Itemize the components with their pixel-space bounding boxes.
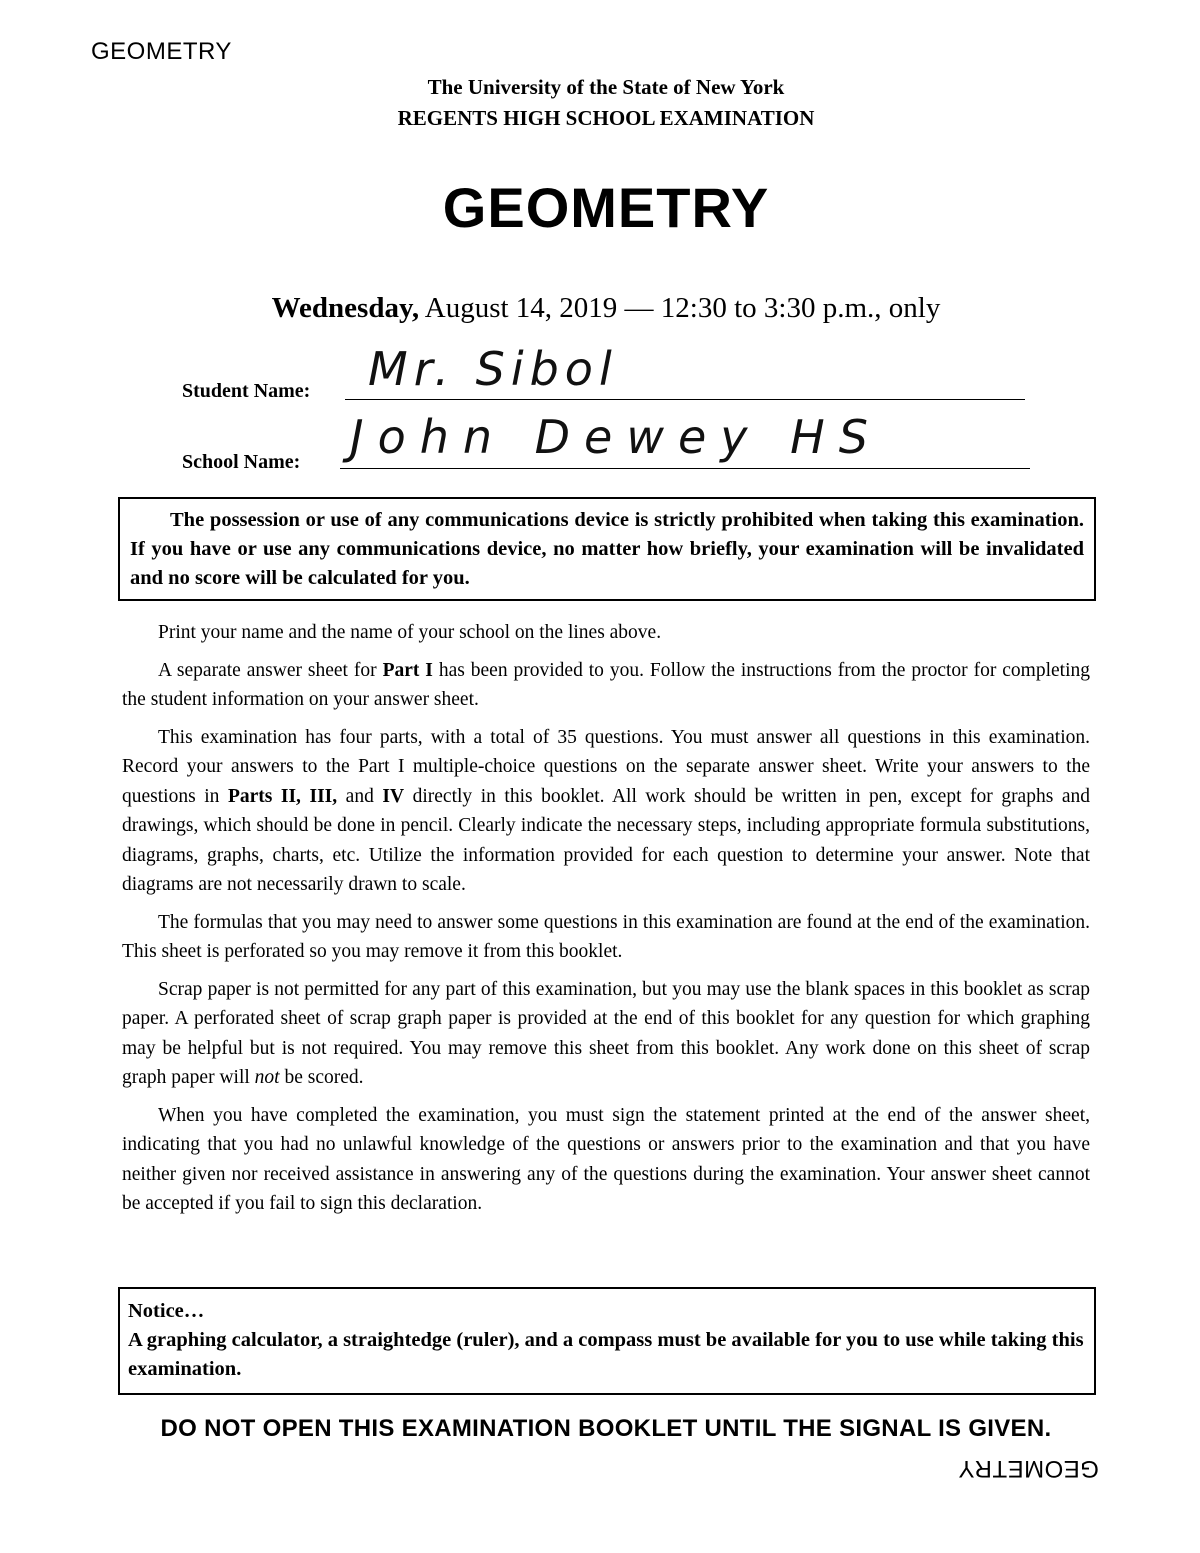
- notice-box: [118, 1287, 1096, 1395]
- exam-date-time: August 14, 2019 — 12:30 to 3:30 p.m., only: [419, 292, 941, 324]
- header-line-1: The University of the State of New York: [427, 75, 785, 99]
- exam-header: [0, 72, 1200, 134]
- instruction-paragraph: [122, 723, 1090, 900]
- instruction-text: and: [337, 785, 383, 807]
- device-warning-box: [118, 497, 1096, 601]
- instruction-paragraph: When you have completed the examination, you must sign the statement printed at the end of the answer sheet, indicating that you had no unlawful knowledge of the questions or answers prior to the examination and that you have neither given nor received assistance in answering any of the questions during the examination. Your answer sheet cannot be accepted if you fail to sign this declaration.: [122, 1104, 1090, 1214]
- instruction-text: has been provided to you. Follow the instructions from the proctor for completing the student information on your answer sheet.: [122, 659, 1090, 710]
- school-name-value: John Dewey HS: [350, 410, 882, 464]
- instruction-text: Scrap paper is not permitted for any part of this examination, but you may use the blank spaces in this booklet as scrap paper. A perforated sheet of scrap graph paper is provided at the end of this booklet for any question for which graphing may be helpful but is not required. You may remove this sheet from this booklet. Any work done on this sheet of scrap graph paper will: [122, 978, 1090, 1088]
- exam-day: Wednesday,: [271, 292, 420, 324]
- school-name-line[interactable]: [340, 468, 1030, 469]
- device-warning-text: The possession or use of any communications device is strictly prohibited when taking this examination. If you have or use any communications device, no matter how briefly, your examination will be invalidated and no score will be calculated for you.: [130, 509, 1084, 589]
- instruction-text: This examination has four parts, with a total of 35 questions. You must answer all questions in this examination. Record your answers to the Part I multiple-choice questions on the separate answer sheet. Write your answers to the questions in: [122, 726, 1090, 807]
- notice-text: A graphing calculator, a straightedge (ruler), and a compass must be available for you to use while taking this examination.: [128, 1329, 1084, 1380]
- instruction-text: A separate answer sheet for: [158, 659, 383, 681]
- instruction-paragraph: [122, 975, 1090, 1093]
- instruction-paragraph: The formulas that you may need to answer some questions in this examination are found at the end of the examination. This sheet is perforated so you may remove it from this booklet.: [122, 911, 1090, 962]
- instruction-emphasis: Parts II, III,: [227, 785, 338, 807]
- instruction-emphasis: IV: [382, 785, 405, 807]
- instruction-emphasis: Part I: [382, 659, 433, 681]
- footer-warning: DO NOT OPEN THIS EXAMINATION BOOKLET UNTIL THE SIGNAL IS GIVEN.: [160, 1415, 1052, 1442]
- student-name-label: Student Name:: [182, 380, 311, 402]
- page-title: GEOMETRY: [442, 176, 770, 239]
- corner-label-bottom: GEOMETRY: [958, 1455, 1099, 1482]
- instruction-text: directly in this booklet. All work should be written in pen, except for graphs and drawings, which should be done in pencil. Clearly indicate the necessary steps, including appropriate formula substitutions, diagrams, graphs, charts, etc. Utilize the information provided for each question to determine your answer. Note that diagrams are not necessarily drawn to scale.: [122, 785, 1091, 895]
- instruction-paragraph: [122, 656, 1090, 715]
- header-line-2: REGENTS HIGH SCHOOL EXAMINATION: [397, 106, 815, 130]
- instruction-text: be scored.: [279, 1067, 364, 1088]
- instruction-paragraph: Print your name and the name of your school on the lines above.: [158, 622, 662, 643]
- corner-label-top: GEOMETRY: [91, 38, 232, 65]
- instructions: [122, 618, 1090, 1227]
- notice-heading: Notice…: [128, 1300, 205, 1322]
- student-name-value: Mr. Sibol: [368, 342, 618, 396]
- exam-date: [0, 292, 1200, 325]
- student-name-line[interactable]: [345, 399, 1025, 400]
- school-name-label: School Name:: [182, 451, 301, 473]
- instruction-emphasis: not: [254, 1067, 280, 1088]
